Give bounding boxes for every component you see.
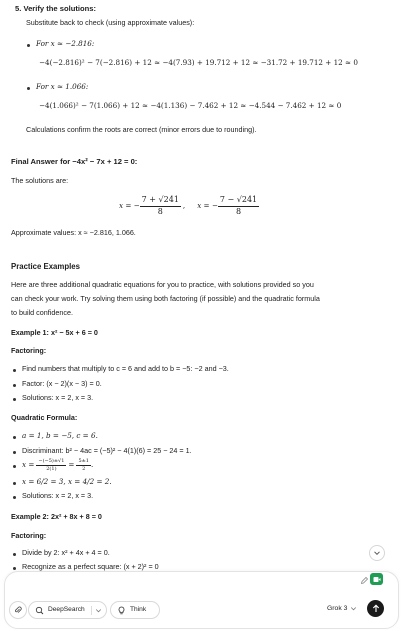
example1-qf-fraction1-num: −(−5)±√1: [38, 458, 65, 464]
example1-qf-step3-end: .: [91, 460, 94, 470]
chevron-down-icon: [350, 605, 357, 612]
verify-case1-label: For x ≈ −2.816:: [36, 39, 95, 48]
bullet: [13, 465, 16, 468]
pill-divider: [91, 606, 92, 615]
example1-qf-step2: Discriminant: b² − 4ac = (−5)² − 4(1)(6) = 25 − 24 = 1.: [22, 446, 192, 455]
verify-intro: Substitute back to check (using approximate values):: [26, 18, 195, 27]
bullet: [13, 451, 16, 454]
example1-factoring-step1: Find numbers that multiply to c = 6 and add to b = −5: −2 and −3.: [22, 364, 229, 373]
verify-case2-equation: −4(1.066)² − 7(1.066) + 12 ≈ −4(1.136) − 7.462 + 12 ≈ −4.544 − 7.462 + 12 ≈ 0: [39, 101, 342, 110]
bullet: [13, 567, 16, 570]
bullet: [27, 44, 30, 47]
example2-factoring-label: Factoring:: [11, 531, 47, 540]
example1-qf-fraction2: [76, 458, 94, 473]
verify-heading: 5. Verify the solutions:: [15, 4, 97, 13]
deepsearch-label: DeepSearch: [48, 605, 85, 613]
example1-qf-fraction2-num: 5±1: [78, 458, 89, 464]
solution1-denominator: 8: [157, 206, 163, 216]
example1-qf-step3-lhs: x =: [22, 460, 35, 470]
solution1-fraction: [140, 195, 181, 218]
pen-icon[interactable]: [360, 576, 369, 588]
message-input[interactable]: [13, 576, 357, 596]
solution2-numerator: 7 − √241: [218, 195, 259, 207]
deepsearch-icon: [35, 606, 44, 615]
solution2-fraction: [218, 195, 259, 218]
verify-conclusion: Calculations confirm the roots are correct (minor errors due to rounding).: [26, 125, 257, 134]
example1-qf-step3: [22, 458, 402, 473]
model-label: Grok 3: [327, 605, 348, 612]
example1-qf-step5: Solutions: x = 2, x = 3.: [22, 491, 94, 500]
attach-button[interactable]: [9, 601, 27, 619]
solution2-denominator: 8: [235, 206, 242, 216]
bullet: [13, 384, 16, 387]
solution1-numerator: 7 + √241: [140, 195, 181, 207]
example1-factoring-label: Factoring:: [11, 346, 47, 355]
solutions-formula: [119, 192, 402, 220]
verify-case1-equation: −4(−2.816)² − 7(−2.816) + 12 ≈ −4(7.93) + 19.712 + 12 ≈ −31.72 + 19.712 + 12 ≈ 0: [39, 58, 358, 67]
paperclip-icon: [14, 606, 22, 615]
deepsearch-toggle[interactable]: [28, 601, 107, 619]
practice-intro-line3: to build confidence.: [11, 308, 73, 317]
example1-factoring-step3: Solutions: x = 2, x = 3.: [22, 393, 94, 402]
solution2-lhs: x = −: [197, 201, 218, 211]
extension-badge-icon[interactable]: [370, 573, 383, 585]
example1-factoring-step2: Factor: (x − 2)(x − 3) = 0.: [22, 379, 102, 388]
scroll-down-button[interactable]: [369, 545, 385, 561]
bullet: [13, 553, 16, 556]
message-composer: [4, 571, 399, 629]
example2-factoring-step1: Divide by 2: x² + 4x + 4 = 0.: [22, 548, 110, 557]
think-toggle[interactable]: [110, 601, 160, 619]
example1-qf-step3-mid: =: [68, 460, 75, 470]
example1-qf-step1: a = 1, b = −5, c = 6.: [22, 431, 98, 440]
example1-qf-label: Quadratic Formula:: [11, 413, 78, 422]
bullet: [13, 496, 16, 499]
send-button[interactable]: [367, 600, 384, 617]
solution-separator: ,: [182, 201, 186, 211]
lightbulb-icon: [117, 606, 126, 615]
chevron-down-icon[interactable]: [95, 607, 102, 614]
bullet: [13, 398, 16, 401]
bullet: [27, 87, 30, 90]
final-answer-heading: Final Answer for −4x² − 7x + 12 = 0:: [11, 157, 138, 166]
example1-qf-fraction1: [36, 458, 66, 473]
verify-case2-label: For x ≈ 1.066:: [36, 82, 89, 91]
bullet: [13, 482, 16, 485]
example1-qf-step4: x = 6/2 = 3, x = 4/2 = 2.: [22, 477, 112, 486]
arrow-up-icon: [372, 604, 380, 613]
think-label: Think: [130, 605, 147, 613]
model-selector[interactable]: [327, 604, 357, 613]
approximate-values: Approximate values: x ≈ −2.816, 1.066.: [11, 228, 136, 237]
practice-intro-line2: can check your work. Try solving them using both factoring (if possible) and the quadratic formula: [11, 294, 320, 303]
example2-factoring-step2: Recognize as a perfect square: (x + 2)² = 0: [22, 562, 159, 571]
example1-qf-fraction2-den: 2: [82, 465, 86, 472]
example1-heading: Example 1: x² − 5x + 6 = 0: [11, 328, 98, 337]
solution1-lhs: x = −: [119, 201, 140, 211]
solutions-intro: The solutions are:: [11, 176, 69, 185]
chevron-down-icon: [373, 549, 381, 557]
bullet: [13, 436, 16, 439]
example2-heading: Example 2: 2x² + 8x + 8 = 0: [11, 512, 102, 521]
bullet: [13, 369, 16, 372]
practice-intro-line1: Here are three additional quadratic equations for you to practice, with solutions provided so you: [11, 280, 314, 289]
practice-heading: Practice Examples: [11, 262, 80, 271]
example1-qf-fraction1-den: 2(1): [46, 465, 57, 472]
